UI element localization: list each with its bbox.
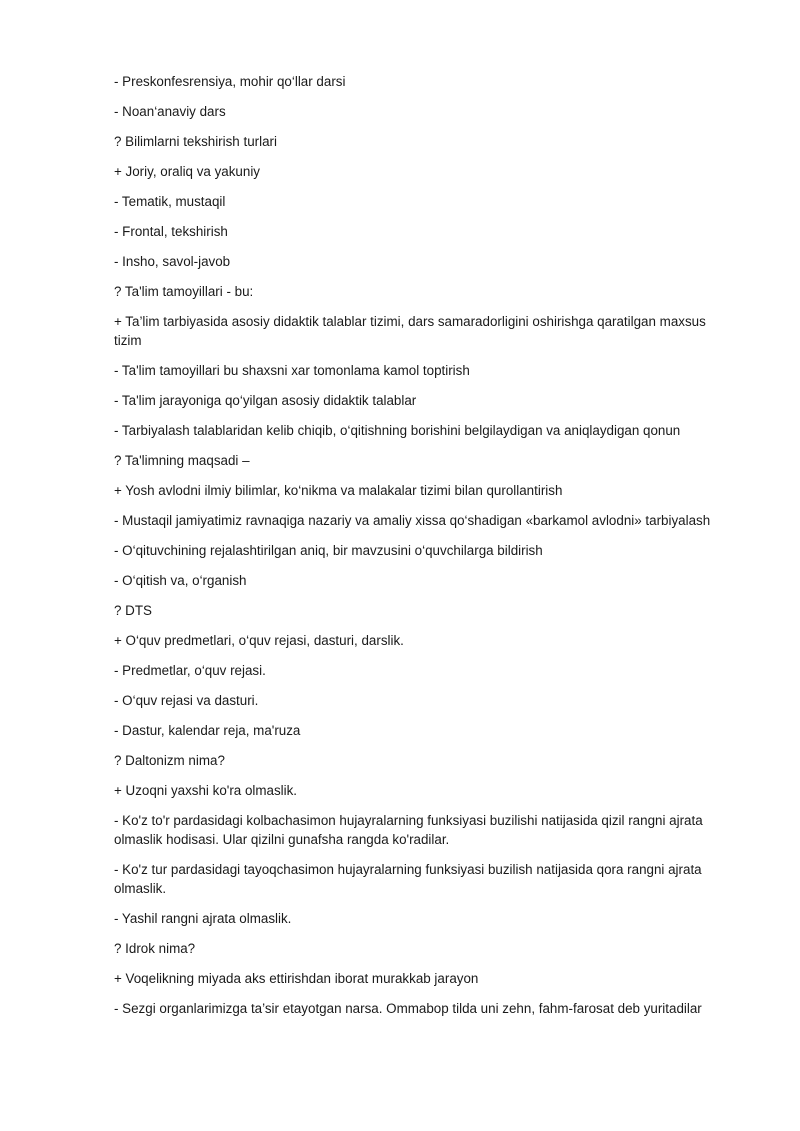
text-line: + Uzoqni yaxshi ko'ra olmaslik. [114, 783, 298, 798]
text-line: - Frontal, tekshirish [114, 224, 228, 239]
text-line: - Ta'lim jarayoniga qo‘yilgan asosiy didaktik talablar [114, 393, 417, 408]
text-line: - Ko'z tur pardasidagi tayoqchasimon hujayralarning funksiyasi buzilish natijasida qora rangni ajrata olmaslik. [114, 862, 702, 896]
text-line: + Joriy, oraliq va yakuniy [114, 164, 260, 179]
text-line: - Preskonfesrensiya, mohir qo‘llar darsi [114, 74, 346, 89]
text-line: - Sezgi organlarimizga ta’sir etayotgan narsa. Ommabop tilda uni zehn, fahm-farosat deb yuritadilar [114, 1001, 702, 1016]
text-line: - Mustaqil jamiyatimiz ravnaqiga nazariy va amaliy xissa qo‘shadigan «barkamol avlodni» tarbiyalash [114, 513, 711, 528]
text-body [114, 72, 724, 1029]
text-line: + Voqelikning miyada aks ettirishdan iborat murakkab jarayon [114, 971, 479, 986]
text-line: - Yashil rangni ajrata olmaslik. [114, 911, 292, 926]
text-line: - Predmetlar, o‘quv rejasi. [114, 663, 266, 678]
text-line: + Yosh avlodni ilmiy bilimlar, ko‘nikma va malakalar tizimi bilan qurollantirish [114, 483, 563, 498]
text-line: - Tarbiyalash talablaridan kelib chiqib, o‘qitishning borishini belgilaydigan va aniqlaydigan qonun [114, 423, 681, 438]
text-line: - Ta'lim tamoyillari bu shaxsni xar tomonlama kamol toptirish [114, 363, 470, 378]
text-line: ? Bilimlarni tekshirish turlari [114, 134, 277, 149]
text-line: - O‘qituvchining rejalashtirilgan aniq, bir mavzusini o‘quvchilarga bildirish [114, 543, 543, 558]
text-line: ? Ta'lim tamoyillari - bu: [114, 284, 254, 299]
text-line: + O‘quv predmetlari, o‘quv rejasi, dasturi, darslik. [114, 633, 404, 648]
text-line: - O‘qitish va, o‘rganish [114, 573, 247, 588]
text-line: - Noan‘anaviy dars [114, 104, 226, 119]
text-line: + Ta’lim tarbiyasida asosiy didaktik talablar tizimi, dars samaradorligini oshirishga qaratilgan maxsus tizim [114, 314, 706, 348]
text-line: - Insho, savol-javob [114, 254, 231, 269]
text-line: ? DTS [114, 603, 152, 618]
text-line: - Ko'z to'r pardasidagi kolbachasimon hujayralarning funksiyasi buzilishi natijasida qizil rangni ajrata olmaslik hodisasi. Ular qizilni gunafsha rangda ko'radilar. [114, 813, 703, 847]
text-line: ? Daltonizm nima? [114, 753, 225, 768]
text-line: - Tematik, mustaqil [114, 194, 226, 209]
text-line: ? Ta'limning maqsadi – [114, 453, 250, 468]
text-line: - Dastur, kalendar reja, ma'ruza [114, 723, 301, 738]
text-line: - O‘quv rejasi va dasturi. [114, 693, 259, 708]
text-line: ? Idrok nima? [114, 941, 196, 956]
